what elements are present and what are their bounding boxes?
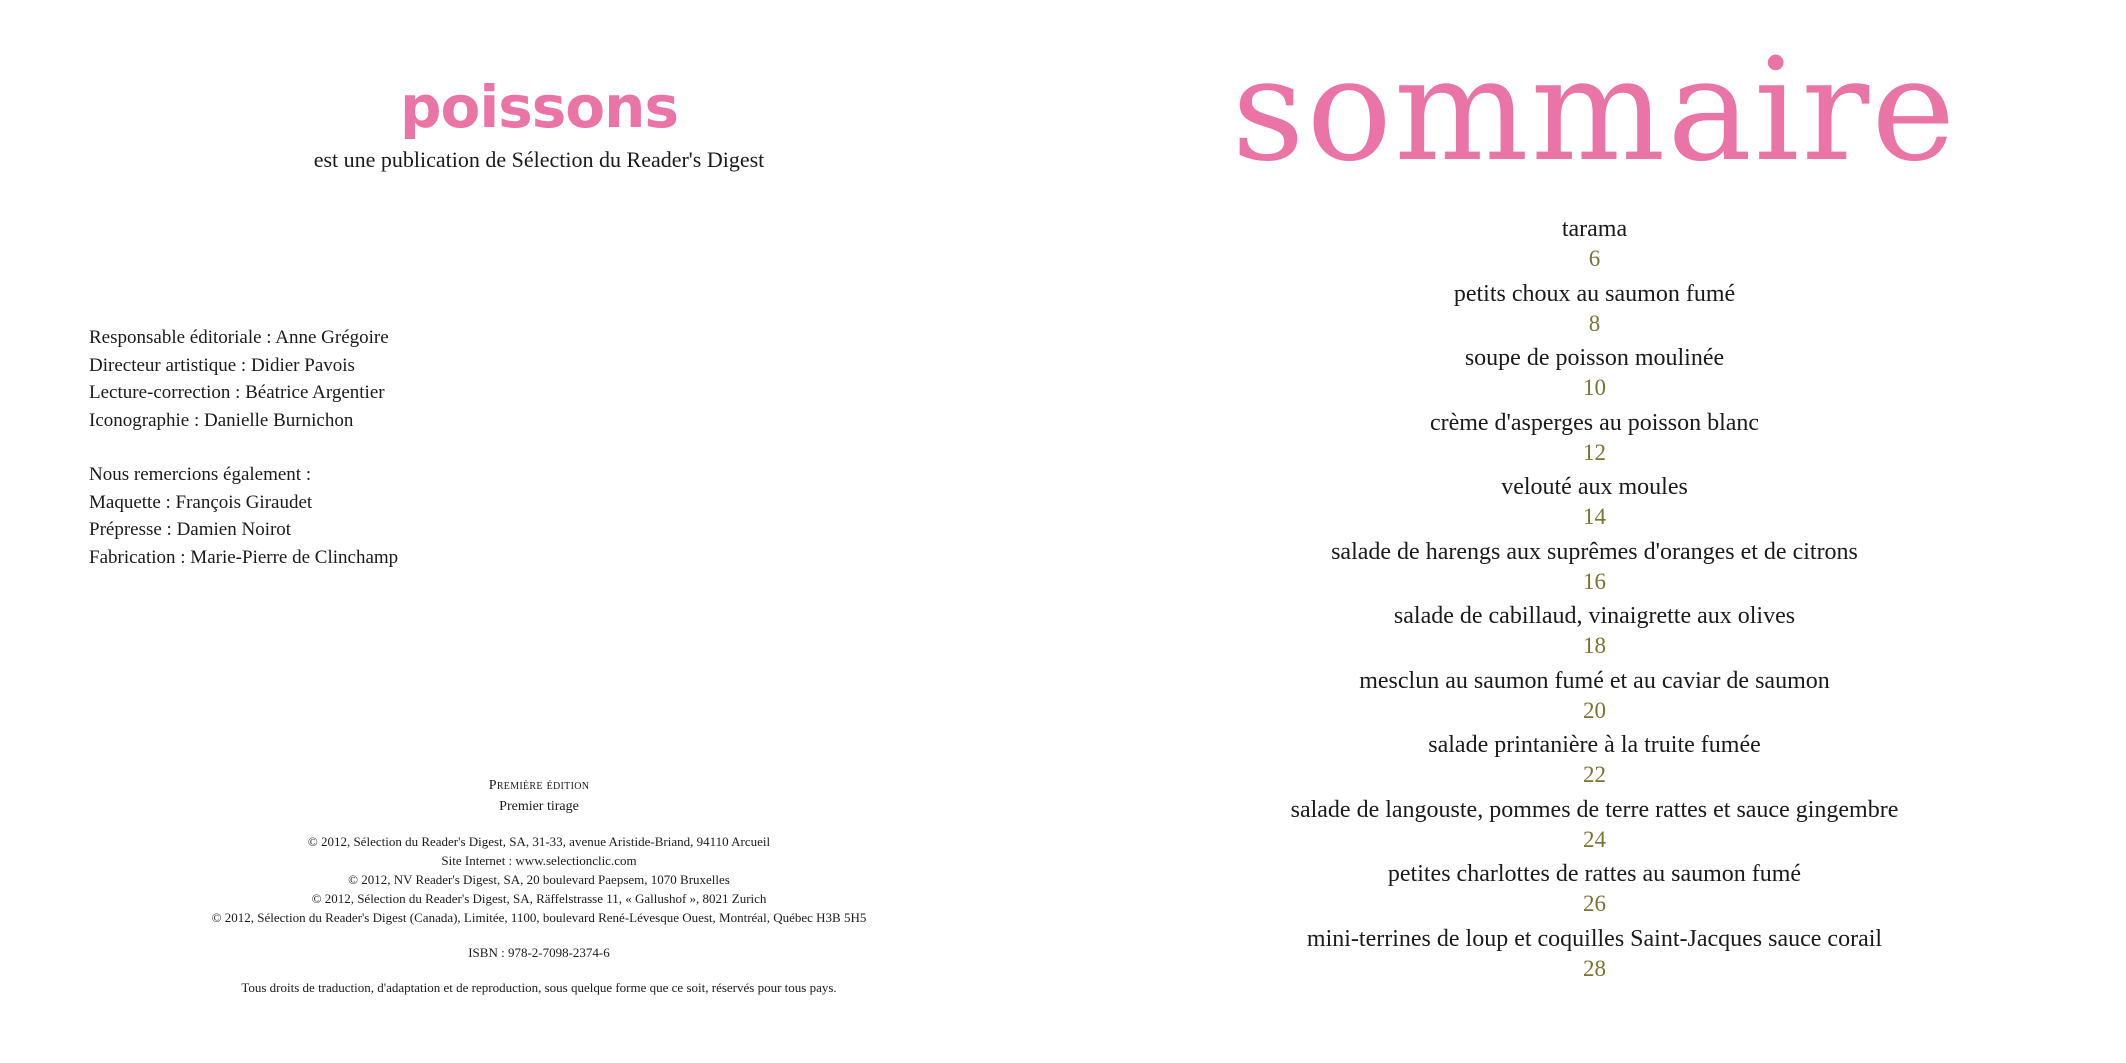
copyright-line: © 2012, NV Reader's Digest, SA, 20 boulevard Paepsem, 1070 Bruxelles (348, 872, 730, 887)
tirage-label: Premier tirage (499, 799, 579, 814)
copyright-line: Site Internet : www.selectionclic.com (441, 853, 637, 868)
toc-entry-page-number: 10 (1583, 375, 1606, 400)
toc-entry-page-number: 12 (1583, 439, 1606, 465)
copyright-line: © 2012, Sélection du Reader's Digest, SA, Räffelstrasse 11, « Gallushof », 8021 Zurich (311, 891, 767, 906)
toc-entry (1063, 213, 2126, 278)
credit-line: Responsable éditoriale : Anne Grégoire (89, 327, 389, 348)
toc-title: sommaire (1231, 28, 1958, 193)
thanks-line: Prépresse : Damien Noirot (89, 519, 292, 540)
toc-entry (1063, 858, 2126, 923)
toc-entry-title: salade printanière à la truite fumée (1428, 732, 1761, 758)
toc-entry-title: mini-terrines de loup et coquilles Saint-Jacques sauce corail (1306, 925, 1883, 952)
toc-entry-title: soupe de poisson moulinée (1464, 345, 1725, 371)
book-title: poissons (400, 73, 678, 141)
toc-entry-title: salade de cabillaud, vinaigrette aux olives (1393, 603, 1796, 629)
credit-line: Lecture-correction : Béatrice Argentier (89, 382, 385, 403)
toc-entry-page-number: 16 (1583, 568, 1606, 594)
thanks-line: Fabrication : Marie-Pierre de Clinchamp (89, 546, 399, 568)
toc-entry-page-number: 14 (1583, 504, 1606, 529)
toc-entry-title: salade de harengs aux suprêmes d'oranges et de citrons (1331, 538, 1858, 565)
toc-entry (1063, 729, 2126, 794)
toc-entry (1063, 665, 2126, 730)
credit-line: Directeur artistique : Didier Pavois (89, 354, 355, 376)
toc-entry-page-number: 22 (1583, 762, 1606, 787)
toc-entry (1063, 342, 2126, 407)
book-subtitle: est une publication de Sélection du Reader's Digest (313, 147, 765, 172)
toc-entry-title: mesclun au saumon fumé et au caviar de saumon (1359, 667, 1830, 694)
toc-entry (1063, 278, 2126, 343)
toc-entry-page-number: 18 (1583, 633, 1606, 658)
copyright-line: © 2012, Sélection du Reader's Digest (Canada), Limitée, 1100, boulevard René-Lévesque Ouest, Montréal, Québec H3B 5H5 (211, 910, 867, 925)
copyright-line: © 2012, Sélection du Reader's Digest, SA, 31-33, avenue Aristide-Briand, 94110 Arcueil (307, 834, 771, 849)
table-of-contents (1063, 213, 2126, 987)
right-page (1063, 0, 2126, 1063)
toc-entry (1063, 600, 2126, 665)
toc-entry-title: tarama (1561, 216, 1628, 242)
toc-entry (1063, 407, 2126, 472)
credits-block (89, 324, 789, 571)
edition-label: Première édition (488, 778, 590, 793)
toc-entry-page-number: 28 (1583, 955, 1606, 981)
toc-entry-title: crème d'asperges au poisson blanc (1429, 409, 1760, 436)
toc-entry-page-number: 6 (1588, 246, 1601, 271)
thanks-line: Nous remercions également : (89, 464, 312, 485)
toc-entry-page-number: 8 (1588, 310, 1601, 336)
toc-entry-title: petites charlottes de rattes au saumon fumé (1387, 861, 1802, 887)
toc-entry-title: petits choux au saumon fumé (1453, 280, 1736, 307)
toc-entry (1063, 536, 2126, 601)
isbn: ISBN : 978-2-7098-2374-6 (468, 945, 610, 960)
toc-entry-page-number: 26 (1583, 891, 1606, 916)
toc-entry-title: salade de langouste, pommes de terre rattes et sauce gingembre (1290, 796, 1899, 823)
thanks-line: Maquette : François Giraudet (89, 491, 313, 513)
toc-entry (1063, 923, 2126, 988)
toc-entry (1063, 794, 2126, 859)
toc-entry-title: velouté aux moules (1501, 474, 1688, 500)
rights-notice: Tous droits de traduction, d'adaptation et de reproduction, sous quelque forme que ce soit, réservés pour tous pays. (241, 980, 837, 995)
credit-line: Iconographie : Danielle Burnichon (89, 409, 354, 431)
toc-entry-page-number: 20 (1583, 697, 1606, 723)
imprint-block (140, 776, 938, 997)
toc-entry-page-number: 24 (1583, 826, 1606, 852)
toc-entry (1063, 471, 2126, 536)
